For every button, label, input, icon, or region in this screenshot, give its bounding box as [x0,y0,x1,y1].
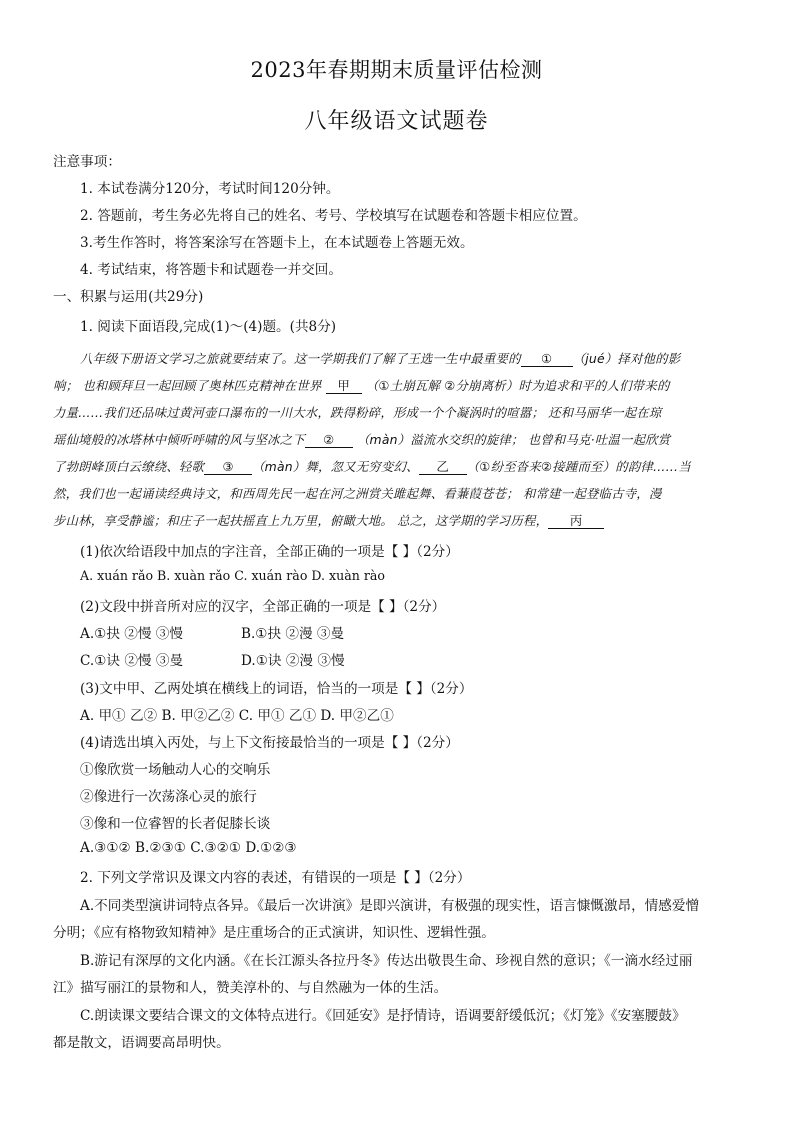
question-2-option-c-cont: 都是散文，语调要高昂明快。 [53,1035,230,1051]
passage-line: 步山林，享受静谧；和庄子一起扶摇直上九万里，俯瞰大地。 总之，这学期的学习历程， 丙 [53,511,604,529]
notice-item: 4. 考试结束，将答题卡和试题卷一并交回。 [80,262,342,278]
question-1-intro: 1. 阅读下面语段,完成(1)～(4)题。(共8分) [80,319,337,335]
passage-line: 八年级下册语文学习之旅就要结束了。这一学期我们了解了王选一生中最重要的 ① （jué）择对他的影 [80,351,681,366]
exam-title: 2023年春期期末质量评估检测 [250,58,543,82]
option-a: A.①抉 ②慢 ③慢 [80,626,183,642]
sub-question-4-item: ①像欣赏一场触动人心的交响乐 [80,762,271,778]
notice-heading: 注意事项： [53,154,121,170]
notice-item: 2. 答题前，考生务必先将自己的姓名、考号、学校填写在试题卷和答题卡相应位置。 [80,208,587,224]
question-2-option-b-cont: 江》描写丽江的景物和人，赞美淳朴的、与自然融为一体的生活。 [53,980,448,996]
section-heading: 一、积累与运用(共29分) [53,289,204,305]
passage-line: 力量……我们还品味过黄河壶口瀑布的一川大水，跌得粉碎，形成一个个凝涡时的喧嚣； 还和马丽华一起在琼 [53,405,662,420]
sub-question-1: (1)依次给语段中加点的字注音，全部正确的一项是【 】（2分） [80,544,459,560]
blank-yi: 乙 [419,460,467,475]
sub-question-4-item: ③像和一位睿智的长者促膝长谈 [80,816,271,832]
passage-line: 然，我们也一起诵读经典诗文，和西周先民一起在河之洲赏关雎起舞、看蒹葭苍苍； 和常建一起登临古寺，漫 [53,486,662,501]
question-2-option-a-cont: 分明；《应有格物致知精神》是庄重场合的正式演讲，知识性、逻辑性强。 [53,925,495,941]
blank-1: ① [521,352,573,367]
exam-subtitle: 八年级语文试题卷 [304,109,489,134]
sub-question-4: (4)请选出填入丙处，与上下文衔接最恰当的一项是【 】（2分） [80,735,459,751]
option-c: C.①诀 ②慢 ③曼 [80,653,184,669]
question-2-option-a: A.不同类型演讲词特点各异。《最后一次讲演》是即兴演讲，有极强的现实性，语言慷慨激昂，情感爱憎 [80,898,700,914]
sub-question-1-options: A. xuán rǎo B. xuàn rǎo C. xuán rào D. xuàn rào [80,568,386,583]
passage-line: 瑶仙境般的冰塔林中倾听呼啸的风与坚冰之下 ② （màn）溢流水交织的旋律； 也曾和马克·吐温一起欣赏 [53,432,671,447]
option-b: B.①抉 ②漫 ③曼 [241,626,345,642]
notice-item: 1. 本试卷满分120分，考试时间120分钟。 [80,181,340,197]
passage-line: 了勃朗峰顶白云缭绕、轻歌 ③ （màn）舞，忽又无穷变幻、 乙 （①纷至沓来②接踵而至）的韵律……当 [53,459,691,474]
blank-bing: 丙 [548,514,604,529]
blank-jia: 甲 [326,379,362,394]
sub-question-4-item: ②像进行一次荡涤心灵的旅行 [80,789,257,805]
sub-question-4-options: A.③①② B.②③① C.③②① D.①②③ [80,840,297,856]
blank-2: ② [305,433,353,448]
sub-question-2: (2)文段中拼音所对应的汉字，全部正确的一项是【 】（2分） [80,599,446,615]
sub-question-3: (3)文中甲、乙两处填在横线上的词语，恰当的一项是【 】（2分） [80,681,473,697]
blank-3: ③ [204,460,252,475]
passage-line: 响； 也和顾拜旦一起回顾了奥林匹克精神在世界 甲 （①土崩瓦解 ②分崩离析）时为追求和平的人们带来的 [53,378,670,393]
question-2: 2. 下列文学常识及课文内容的表述，有错误的一项是【 】（2分） [80,870,471,886]
question-2-option-b: B.游记有深厚的文化内涵。《在长江源头各拉丹冬》传达出敬畏生命、珍视自然的意识；《一滴水经过丽 [80,953,693,969]
option-d: D.①诀 ②漫 ③慢 [241,653,345,669]
sub-question-3-options: A. 甲① 乙② B. 甲②乙② C. 甲① 乙① D. 甲②乙① [80,708,394,724]
question-2-option-c: C.朗读课文要结合课文的文体特点进行。《回延安》是抒情诗，语调要舒缓低沉；《灯笼》《安塞腰鼓》 [80,1008,686,1024]
notice-item: 3.考生作答时，将答案涂写在答题卡上，在本试题卷上答题无效。 [80,235,474,251]
